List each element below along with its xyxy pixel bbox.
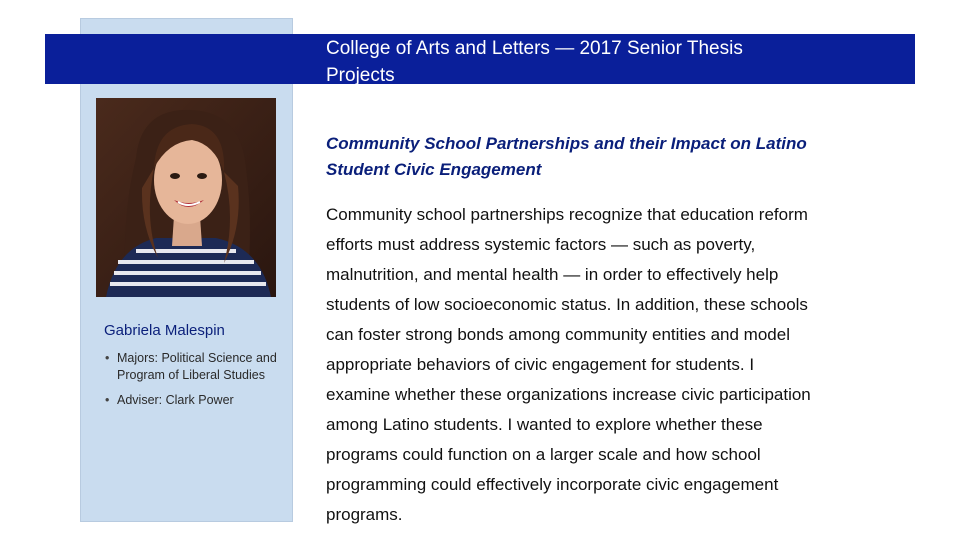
thesis-abstract: Community school partnerships recognize that education reform efforts must address systemic factors — such as poverty, malnutrition, and mental health — in order to effectively help students of low socioeconomic status. In addition, these schools can foster strong bonds among community entities and model appropriate behaviors of civic engagement for students. I examine whether these organizations increase civic participation among Latino students. I wanted to explore whether these programs could function on a larger scale and how school programming could effectively incorporate civic engagement programs. [326, 205, 811, 524]
profile-photo [96, 98, 276, 297]
detail-majors: • Majors: Political Science and Program of Liberal Studies [104, 350, 284, 383]
student-name: Gabriela Malespin [104, 322, 225, 339]
page-title: College of Arts and Letters — 2017 Senior Thesis Projects [326, 38, 743, 86]
thesis-title: Community School Partnerships and their Impact on Latino Student Civic Engagement [326, 134, 807, 179]
student-details [104, 350, 284, 418]
detail-adviser: • Adviser: Clark Power [104, 392, 284, 409]
